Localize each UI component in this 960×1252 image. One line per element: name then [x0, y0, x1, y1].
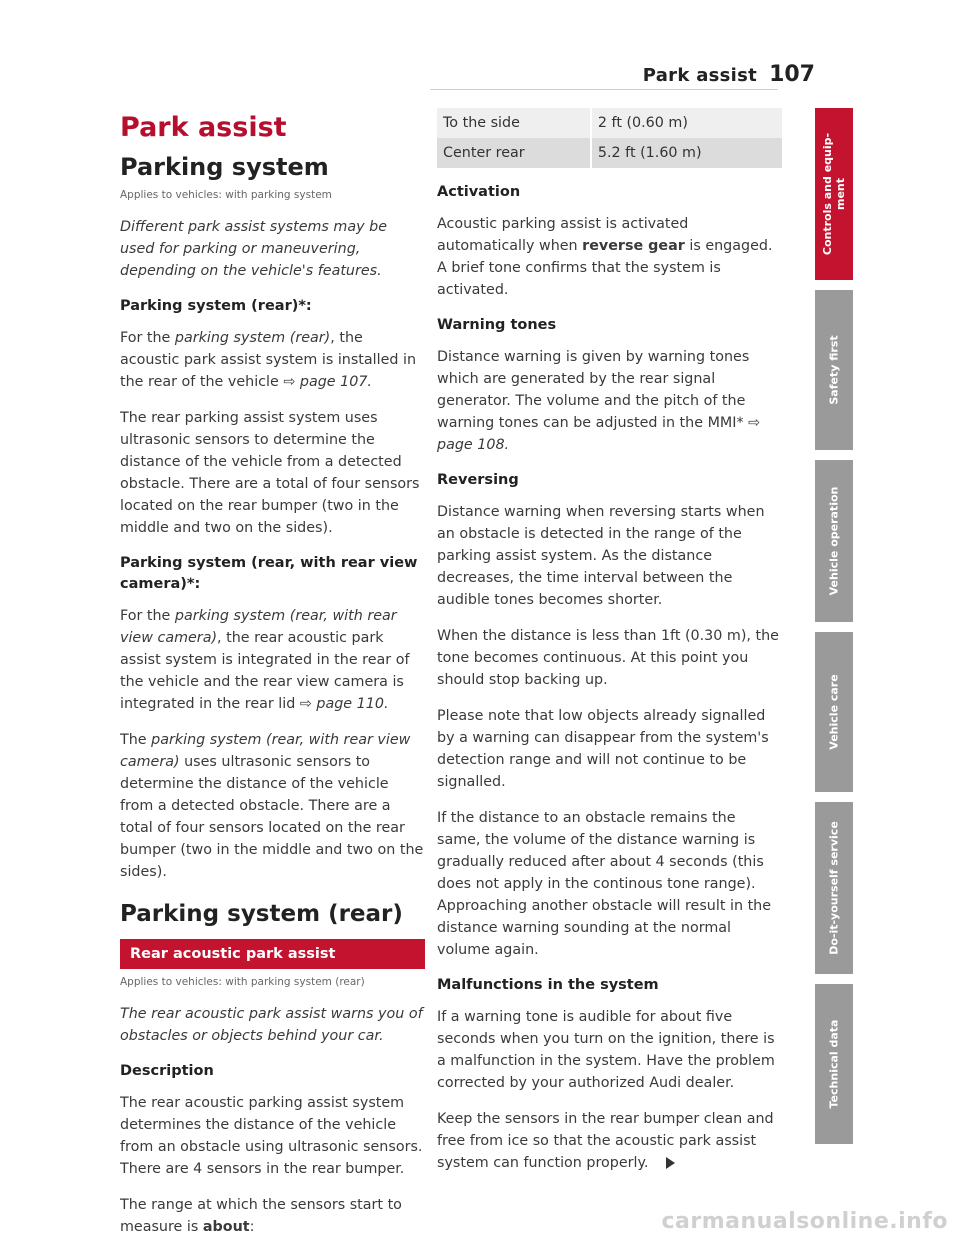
intro-text: Different park assist systems may be used for parking or maneuvering, depending on the vehicle's features. — [120, 219, 387, 279]
tab-label: Vehicle operation — [827, 486, 841, 596]
subheading-activation: Activation — [437, 184, 521, 200]
section-title: Parking system — [120, 153, 329, 181]
subheading-malfunctions: Malfunctions in the system — [437, 977, 659, 993]
subheading-rear-camera: Parking system (rear, with rear view camera)*: — [120, 555, 418, 592]
text-run: : — [249, 1219, 255, 1235]
paragraph: Distance warning when reversing starts when an obstacle is detected in the range of the parking assist system. As the distance decreases, the time interval between the audible tones becomes shorter. — [437, 504, 765, 608]
header-rule — [430, 89, 778, 90]
tab-label: Technical data — [827, 1019, 841, 1109]
paragraph — [437, 213, 782, 301]
paragraph — [437, 346, 782, 456]
table-row — [437, 138, 782, 168]
lead-text: The rear acoustic park assist warns you of obstacles or objects behind your car. — [120, 1006, 423, 1044]
text-run: , the rear acoustic park assist system is integrated in the rear of the vehicle and the rear view camera is integrated in the rear lid — [120, 630, 410, 712]
text-run: Distance warning is given by warning tones which are generated by the rear signal generator. The volume and the pitch of the warning tones can be adjusted in the MMI* — [437, 349, 750, 431]
tab-label: Controls and equip- ment — [821, 132, 847, 256]
continue-arrow-icon — [666, 1157, 675, 1169]
section-title-rear: Parking system (rear) — [120, 901, 403, 927]
paragraph: The rear acoustic parking assist system determines the distance of the vehicle from an obstacle using ultrasonic sensors. There are 4 sensors in the rear bumper. — [120, 1095, 423, 1177]
text-run: uses ultrasonic sensors to determine the distance of the vehicle from a detected obstacle. There are a total of four sensors located on the rear bumper (two in the middle and two on the sides). — [120, 754, 424, 880]
tab-label: Safety first — [827, 335, 841, 405]
subheading-rear: Parking system (rear)*: — [120, 298, 312, 314]
text-run: Acoustic parking assist is activated automatically when — [437, 216, 689, 254]
tab-vehicle-operation[interactable] — [815, 460, 853, 622]
watermark: carmanualsonline.info — [661, 1209, 948, 1234]
applies-note: Applies to vehicles: with parking system — [120, 189, 332, 201]
subheading-warning-tones: Warning tones — [437, 317, 557, 333]
tab-label: Do-it-yourself service — [827, 821, 841, 955]
range-table — [437, 108, 782, 168]
page-reference-link[interactable]: ⇨ page 110. — [299, 696, 389, 712]
table-cell-value: 2 ft (0.60 m) — [590, 108, 782, 138]
text-run: The — [120, 732, 152, 748]
topic-banner: Rear acoustic park assist — [120, 939, 425, 969]
text-run: is engaged. A brief tone confirms that the system is activated. — [437, 238, 773, 298]
text-run: For the — [120, 608, 175, 624]
paragraph: If a warning tone is audible for about five seconds when you turn on the ignition, there is a malfunction in the system. Have the problem corrected by your authorized Audi dealer. — [437, 1009, 775, 1091]
text-run: For the — [120, 330, 175, 346]
right-column — [437, 108, 782, 1188]
chapter-title: Park assist — [120, 112, 287, 143]
table-row — [437, 108, 782, 138]
tab-technical-data[interactable] — [815, 984, 853, 1144]
paragraph — [120, 1194, 425, 1238]
table-cell-value: 5.2 ft (1.60 m) — [590, 138, 782, 168]
page-number: 107 — [769, 62, 815, 87]
tab-vehicle-care[interactable] — [815, 632, 853, 792]
table-cell-label: To the side — [437, 108, 590, 138]
left-column — [120, 108, 425, 1252]
text-run-italic: parking system (rear, with rear view camera) — [120, 732, 411, 770]
paragraph: When the distance is less than 1ft (0.30 m), the tone becomes continuous. At this point you should stop backing up. — [437, 628, 779, 688]
tab-label: Vehicle care — [827, 674, 841, 750]
running-header — [643, 62, 815, 87]
subheading-reversing: Reversing — [437, 472, 519, 488]
paragraph: If the distance to an obstacle remains the same, the volume of the distance warning is gradually reduced after about 4 seconds (this does not apply in the continous tone range). Approaching another obstacle will result in the distance warning sounding at the normal volume again. — [437, 810, 772, 958]
text-run: Keep the sensors in the rear bumper clean and free from ice so that the acoustic park assist system can function properly. — [437, 1111, 774, 1171]
tab-controls-and-equipment[interactable] — [815, 108, 853, 280]
table-cell-label: Center rear — [437, 138, 590, 168]
page-reference-link[interactable]: ⇨ page 107. — [283, 374, 372, 390]
text-run-bold: reverse gear — [582, 238, 685, 254]
running-header-title: Park assist — [642, 65, 758, 86]
text-run: The range at which the sensors start to measure is — [120, 1197, 402, 1235]
paragraph — [120, 605, 425, 715]
paragraph: Please note that low objects already signalled by a warning can disappear from the system's detection range and will not continue to be signalled. — [437, 708, 769, 790]
text-run-bold: about — [202, 1219, 250, 1235]
paragraph — [437, 1108, 782, 1174]
paragraph: The rear parking assist system uses ultrasonic sensors to determine the distance of the vehicle from a detected obstacle. There are a total of four sensors located on the rear bumper (two in the middle and two on the sides). — [120, 410, 420, 536]
text-run-italic: parking system (rear, with rear view camera) — [120, 608, 397, 646]
paragraph — [120, 729, 425, 883]
text-run: , the acoustic park assist system is installed in the rear of the vehicle — [120, 330, 417, 390]
applies-note: Applies to vehicles: with parking system (rear) — [120, 976, 365, 988]
page-reference-link[interactable]: ⇨ page 108. — [437, 415, 761, 453]
subheading-description: Description — [120, 1063, 214, 1079]
tab-safety-first[interactable] — [815, 290, 853, 450]
paragraph — [120, 327, 425, 393]
tab-do-it-yourself-service[interactable] — [815, 802, 853, 974]
text-run-italic: parking system (rear) — [174, 330, 331, 346]
